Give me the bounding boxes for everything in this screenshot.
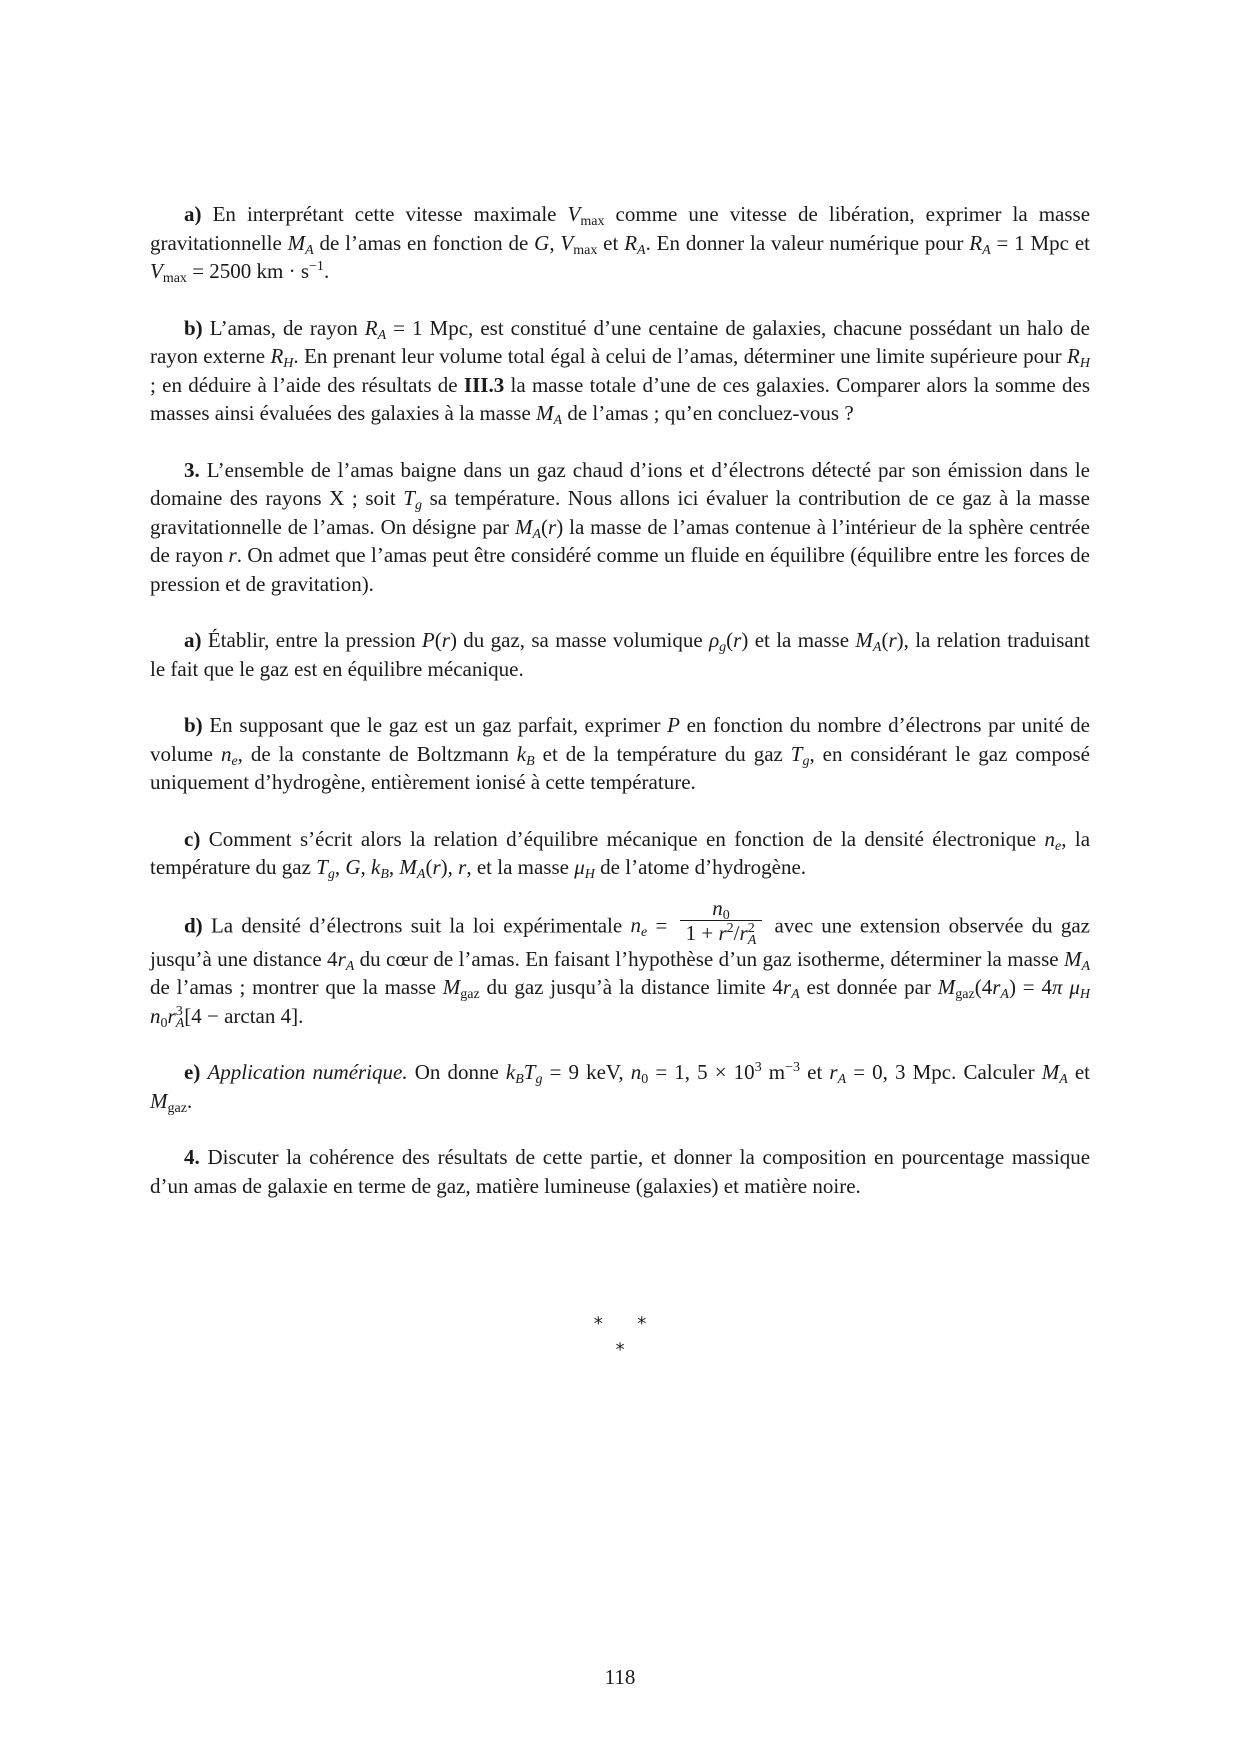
question-text: = 1 Mpc et bbox=[990, 230, 1090, 255]
question-text: , en considérant le gaz composé uniquement d’hydrogène, entièrement ionisé à cette température. bbox=[150, 741, 1090, 794]
question-text: = 2500 km · s bbox=[186, 259, 310, 283]
question-3b: b) En supposant que le gaz est un gaz parfait, exprimer P en fonction du nombre d’électrons par unité de volume $n_e$, de la constante de Boltzmann $k_B$ et de la température du gaz $T_g$, en considérant le gaz composé uniquement d’hydrogène, entièrement ionisé à cette température. bbox=[150, 713, 1091, 794]
question-label: b) bbox=[184, 713, 203, 737]
question-text: En interprétant cette vitesse maximale bbox=[212, 202, 568, 226]
question-text: et bbox=[800, 1060, 830, 1084]
question-text: , la relation traduisant le fait que le gaz est en équilibre mécanique. bbox=[150, 628, 1091, 681]
question-label: c) bbox=[184, 826, 201, 851]
question-text: de l’atome d’hydrogène. bbox=[594, 855, 807, 879]
question-text: Établir, entre la pression bbox=[207, 628, 422, 652]
question-text: L’amas, de rayon bbox=[209, 315, 365, 340]
question-text: L’ensemble de l’amas baigne dans un gaz chaud d’ions et d’électrons détecté par son émission dans le domaine des rayons X ; soit bbox=[150, 457, 1091, 510]
question-text: du gaz jusqu’à la distance limite 4 bbox=[479, 975, 783, 999]
question-3: 3. L’ensemble de l’amas baigne dans un gaz chaud d’ions et d’électrons détecté par son émission dans le domaine des rayons X ; soit $T_g$ sa température. Nous allons ici évaluer la contribution de ce gaz à la masse gravitationnelle de l’amas. On désigne par $M_A(r)$ la masse de l’amas contenue à l’intérieur de la sphère centrée de rayon r. On admet que l’amas peut être considéré comme un fluide en équilibre (équilibre entre les forces de pression et de gravitation). bbox=[150, 457, 1091, 596]
section-reference: III.3 bbox=[463, 372, 505, 397]
question-3a: a) Établir, entre la pression P(r) du gaz, sa masse volumique $\rho_g(r)$ et la masse $M_A(r)$, la relation traduisant le fait que le gaz est en équilibre mécanique. bbox=[150, 628, 1091, 681]
question-text: et bbox=[1067, 1060, 1091, 1084]
question-text: . On admet que l’amas peut être considéré comme un fluide en équilibre (équilibre entre les forces de pression et de gravitation). bbox=[150, 543, 1090, 596]
question-label: a) bbox=[184, 628, 202, 652]
question-text: avec une extension observée du gaz jusqu’à une distance 4 bbox=[150, 912, 1091, 971]
question-text: la masse de l’amas contenue à l’intérieur de la sphère centrée de rayon bbox=[150, 514, 1090, 567]
question-title: Application numérique. bbox=[207, 1060, 408, 1084]
question-text: . bbox=[186, 1088, 193, 1113]
question-text: . En prenant leur volume total égal à celui de l’amas, déterminer une limite supérieure pour bbox=[293, 344, 1068, 368]
question-text: , bbox=[549, 230, 561, 255]
question-text: Comment s’écrit alors la relation d’équilibre mécanique en fonction de la densité électronique bbox=[208, 826, 1045, 851]
question-label: 3. bbox=[184, 457, 200, 482]
question-label: 4. bbox=[184, 1145, 200, 1169]
question-text: de l’amas ; qu’en concluez-vous ? bbox=[562, 401, 854, 425]
question-text: la masse totale d’une de ces galaxies. Comparer alors la somme des masses ainsi évaluées des galaxies à la masse bbox=[150, 372, 1090, 425]
question-3d: d) La densité d’électrons suit la loi expérimentale $n_e$ = $\frac{n_0}{1 + r^2/r^2_A}$ avec une extension observée du gaz jusqu’à une distance $4r_A$ du cœur de l’amas. En faisant l’hypothèse d’un gaz isotherme, déterminer la masse $M_A$ de l’amas ; montrer que la masse $M_{gaz}$ du gaz jusqu’à la distance limite $4r_A$ est donnée par $M_{gaz}(4r_A) = 4\pi$ $\mu_H$ $n_0r^3_A[4 - \arctan 4]$. bbox=[150, 895, 1091, 1031]
question-text: de l’amas ; montrer que la masse bbox=[150, 975, 443, 999]
question-text: = 1, 5 × 10 bbox=[648, 1060, 755, 1084]
question-text: . En donner la valeur numérique pour bbox=[645, 230, 970, 255]
question-text: et bbox=[597, 230, 625, 255]
question-label: a) bbox=[184, 202, 202, 226]
question-text: du cœur de l’amas. En faisant l’hypothèse d’un gaz isotherme, déterminer la masse bbox=[354, 946, 1064, 971]
document-body bbox=[150, 200, 1090, 1228]
separator-top: ∗ ∗ bbox=[592, 1310, 648, 1331]
question-text: En supposant que le gaz est un gaz parfait, exprimer bbox=[209, 713, 668, 737]
question-text: comme une vitesse de libération, exprimer la masse gravitationnelle bbox=[150, 202, 1091, 255]
question-text: On donne bbox=[407, 1060, 506, 1084]
question-text: et de la température du gaz bbox=[534, 741, 791, 766]
section-separator bbox=[0, 1308, 1240, 1360]
question-text: , et la masse bbox=[466, 855, 575, 879]
question-2a: a) En interprétant cette vitesse maximale $V_{max}$ comme une vitesse de libération, exprimer la masse gravitationnelle $M_A$ de l’amas en fonction de G, $V_{max}$ et $R_A$. En donner la valeur numérique pour $R_A = 1$ Mpc et $V_{max} = 2500$ km · $s^{-1}$. bbox=[150, 202, 1091, 286]
question-text: , la température du gaz bbox=[150, 826, 1091, 879]
question-text: = 1 Mpc, est constitué d’une centaine de galaxies, chacune possédant un halo de rayon externe bbox=[150, 315, 1090, 368]
page-number: 118 bbox=[604, 1665, 636, 1689]
question-text: en fonction du nombre d’électrons par unité de volume bbox=[150, 713, 1091, 766]
question-text: = 9 keV, bbox=[542, 1060, 631, 1084]
separator-bottom: ∗ bbox=[614, 1336, 626, 1357]
question-text: ; en déduire à l’aide des résultats de bbox=[150, 372, 464, 397]
question-text: du gaz, sa masse volumique bbox=[456, 628, 710, 652]
question-text: de l’amas en fonction de bbox=[313, 230, 535, 255]
question-text: et la masse bbox=[748, 628, 856, 652]
density-fraction: $\frac{n_0}{1 + r^2/r^2_A}$ bbox=[680, 896, 763, 945]
question-label: e) bbox=[184, 1060, 201, 1084]
question-text: , de la constante de Boltzmann bbox=[237, 741, 517, 766]
question-3e: e) Application numérique. On donne $k_BT_g = 9$ keV, $n_0 = 1$, $5 \times 10^3$ $m^{-3}$ et $r_A = 0$, 3 Mpc. Calculer $M_A$ et $M_{gaz}$. bbox=[150, 1060, 1091, 1116]
question-3c: c) Comment s’écrit alors la relation d’équilibre mécanique en fonction de la densité électronique $n_e$, la température du gaz $T_g$, G, $k_B$, $M_A(r)$, r, et la masse $\mu_H$ de l’atome d’hydrogène. bbox=[150, 826, 1091, 882]
question-label: b) bbox=[184, 315, 203, 340]
question-text: m bbox=[761, 1060, 786, 1084]
question-text: [4 − arctan 4]. bbox=[184, 1003, 304, 1028]
question-text: . bbox=[323, 259, 330, 283]
question-text: est donnée par bbox=[799, 975, 938, 999]
question-2b: b) L’amas, de rayon $R_A = 1$ Mpc, est constitué d’une centaine de galaxies, chacune possédant un halo de rayon externe $R_H$. En prenant leur volume total égal à celui de l’amas, déterminer une limite supérieure pour $R_H$ ; en déduire à l’aide des résultats de III.3 la masse totale d’une de ces galaxies. Comparer alors la somme des masses ainsi évaluées des galaxies à la masse $M_A$ de l’amas ; qu’en concluez-vous ? bbox=[150, 315, 1090, 428]
question-text: Discuter la cohérence des résultats de cette partie, et donner la composition en pourcentage massique d’un amas de galaxie en terme de gaz, matière lumineuse (galaxies) et matière noire. bbox=[150, 1145, 1091, 1198]
question-text: sa température. Nous allons ici évaluer la contribution de ce gaz à la masse gravitationnelle de l’amas. On désigne par bbox=[150, 486, 1090, 539]
question-text: La densité d’électrons suit la loi expérimentale bbox=[210, 912, 631, 937]
question-4 bbox=[150, 1143, 1090, 1200]
question-text: = 0, 3 Mpc. Calculer bbox=[846, 1060, 1042, 1084]
question-label: d) bbox=[184, 912, 203, 937]
